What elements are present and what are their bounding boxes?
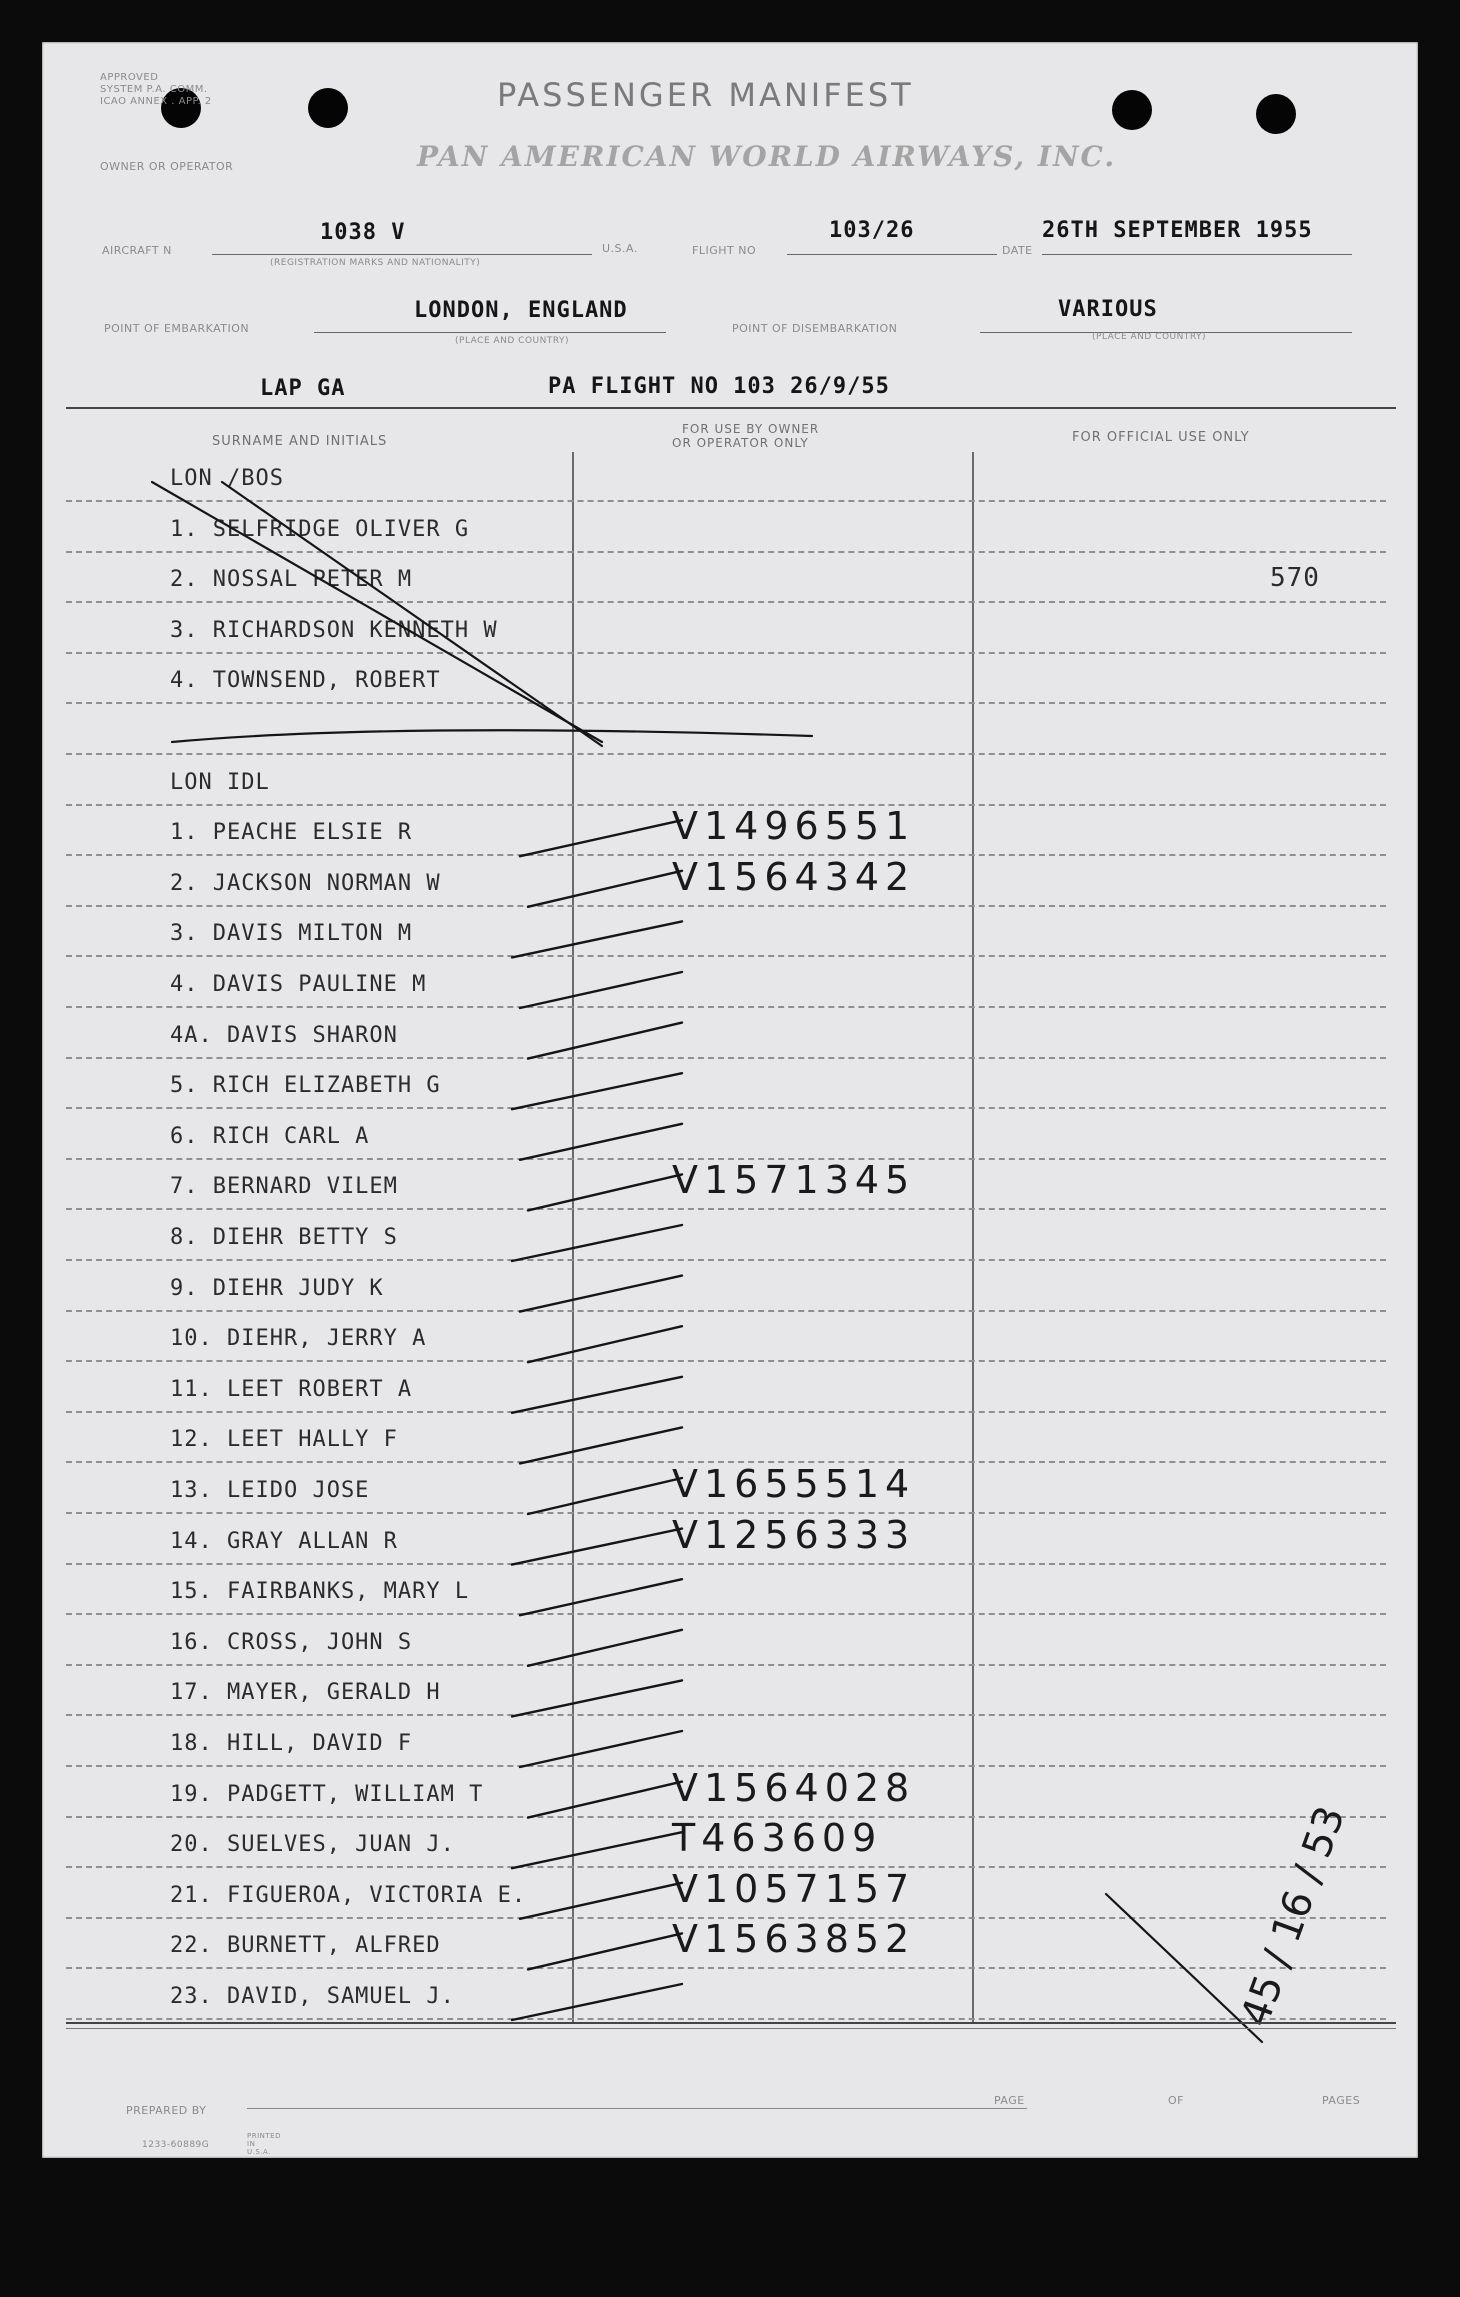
pages-label: PAGES [1322, 2094, 1361, 2107]
pen-stroke [520, 1427, 682, 1463]
passenger-entry: 21. FIGUEROA, VICTORIA E. [170, 1882, 527, 1908]
disembarkation-label: POINT OF DISEMBARKATION [732, 322, 898, 335]
pen-stroke [512, 1984, 682, 2020]
passenger-entry: 20. SUELVES, JUAN J. [170, 1832, 455, 1858]
passenger-entry: 1. PEACHE ELSIE R [170, 820, 413, 846]
visa-number: V1564342 [672, 854, 916, 899]
of-label: OF [1168, 2094, 1184, 2107]
date-value: 26TH SEPTEMBER 1955 [1042, 218, 1313, 243]
embarkation-sublabel: (PLACE AND COUNTRY) [455, 336, 570, 346]
prepared-label: PREPARED BY [126, 2104, 207, 2117]
pen-stroke [152, 482, 602, 742]
flight-value: 103/26 [829, 218, 915, 243]
pen-stroke [512, 1073, 682, 1109]
pen-stroke [528, 1478, 682, 1514]
visa-number: T463609 [672, 1816, 883, 1861]
passenger-entry: 13. LEIDO JOSE [170, 1478, 370, 1503]
aircraft-value: 1038 V [320, 220, 406, 245]
passenger-entry: 11. LEET ROBERT A [170, 1376, 413, 1402]
usa-label: U.S.A. [602, 242, 638, 255]
pen-stroke [528, 1933, 682, 1969]
page-label: PAGE [994, 2094, 1025, 2107]
passenger-entry: 15. FAIRBANKS, MARY L [170, 1579, 470, 1605]
pen-stroke [520, 1883, 682, 1919]
pen-stroke [528, 1326, 682, 1362]
disembarkation-value: VARIOUS [1058, 297, 1158, 322]
disembarkation-sublabel: (PLACE AND COUNTRY) [1092, 332, 1207, 342]
pen-stroke [172, 730, 812, 742]
passenger-entry: 7. BERNARD VILEM [170, 1174, 398, 1200]
col-operator-header-2: OR OPERATOR ONLY [672, 436, 809, 450]
passenger-entry: 3. RICHARDSON KENNETH W [170, 617, 498, 643]
visa-number: V1564028 [672, 1765, 916, 1810]
visa-number: V1256333 [672, 1512, 916, 1557]
icao-label: ICAO ANNEX . APP. 2 [100, 96, 212, 107]
passenger-entry: 18. HILL, DAVID F [170, 1731, 413, 1756]
passenger-entry: 6. RICH CARL A [170, 1123, 370, 1149]
pen-stroke [512, 1680, 682, 1716]
flight-label: FLIGHT NO [692, 244, 757, 257]
passenger-entry: 8. DIEHR BETTY S [170, 1225, 398, 1250]
pen-stroke [520, 1124, 682, 1160]
form-title: PASSENGER MANIFEST [497, 76, 914, 114]
passenger-entry: 12. LEET HALLY F [170, 1427, 398, 1453]
visa-number: V1057157 [672, 1866, 916, 1911]
embarkation-label: POINT OF EMBARKATION [104, 322, 250, 335]
passenger-entry: 17. MAYER, GERALD H [170, 1680, 441, 1706]
col-surname-header: SURNAME AND INITIALS [212, 434, 388, 449]
passenger-entry: 4A. DAVIS SHARON [170, 1022, 398, 1048]
handwritten-marks [42, 42, 1418, 2158]
pen-stroke [528, 1174, 682, 1210]
passenger-entry: 9. DIEHR JUDY K [170, 1275, 384, 1301]
form-number: 1233-60889G [142, 2140, 210, 2150]
passenger-entry: 4. DAVIS PAULINE M [170, 972, 427, 997]
aircraft-sublabel: (REGISTRATION MARKS AND NATIONALITY) [270, 258, 481, 268]
col-operator-header-1: FOR USE BY OWNER [682, 422, 820, 436]
owner-label: OWNER OR OPERATOR [100, 160, 234, 173]
pen-stroke [528, 1023, 682, 1059]
system-label: SYSTEM P.A. COMM. [100, 84, 208, 95]
official-code: 570 [1270, 563, 1320, 594]
passenger-entry: 10. DIEHR, JERRY A [170, 1326, 427, 1352]
approved-label: APPROVED [100, 72, 159, 83]
passenger-entry: 1. SELFRIDGE OLIVER G [170, 516, 470, 542]
passenger-entry: 2. JACKSON NORMAN W [170, 870, 441, 896]
passenger-entry: 5. RICH ELIZABETH G [170, 1073, 441, 1099]
pen-stroke [520, 1579, 682, 1615]
pen-stroke [528, 1782, 682, 1818]
passenger-entry: 23. DAVID, SAMUEL J. [170, 1984, 455, 2009]
operator-name: PAN AMERICAN WORLD AIRWAYS, INC. [417, 140, 1117, 173]
embarkation-value: LONDON, ENGLAND [414, 298, 628, 323]
pen-stroke [520, 1731, 682, 1767]
printed-in-usa: PRINTED IN U.S.A. [247, 2132, 281, 2156]
visa-number: V1655514 [672, 1462, 916, 1506]
pen-stroke [222, 482, 602, 746]
pen-stroke [528, 871, 682, 907]
passenger-entry: 3. DAVIS MILTON M [170, 921, 413, 947]
passenger-entry: 16. CROSS, JOHN S [170, 1629, 413, 1655]
pen-stroke [512, 1225, 682, 1261]
passenger-entry: LON IDL [170, 769, 270, 795]
pen-stroke [528, 1630, 682, 1666]
passenger-entry: 14. GRAY ALLAN R [170, 1528, 398, 1554]
pen-stroke [512, 1377, 682, 1413]
passenger-entry: 2. NOSSAL PETER M [170, 567, 413, 593]
passenger-entry: LON /BOS [170, 466, 284, 491]
pen-stroke [512, 921, 682, 957]
visa-number: V1563852 [672, 1917, 916, 1962]
pen-stroke [520, 820, 682, 856]
passenger-entry: 4. TOWNSEND, ROBERT [170, 668, 441, 694]
passenger-entry: 19. PADGETT, WILLIAM T [170, 1781, 484, 1807]
pen-stroke [512, 1529, 682, 1565]
passenger-entry: 22. BURNETT, ALFRED [170, 1933, 441, 1959]
pen-stroke [512, 1832, 682, 1868]
visa-number: V1571345 [672, 1158, 916, 1203]
pen-stroke [520, 1276, 682, 1312]
col-official-header: FOR OFFICIAL USE ONLY [1072, 430, 1250, 445]
code-line-right: PA FLIGHT NO 103 26/9/55 [548, 374, 890, 399]
code-line-left: LAP GA [260, 376, 346, 401]
manifest-sheet [42, 42, 1418, 2158]
date-label: DATE [1002, 244, 1033, 257]
tally-note: 45 / 16 / 53 [1232, 1800, 1355, 2033]
visa-number: V1496551 [672, 804, 916, 849]
aircraft-label: AIRCRAFT N [102, 244, 172, 257]
pen-stroke [520, 972, 682, 1008]
